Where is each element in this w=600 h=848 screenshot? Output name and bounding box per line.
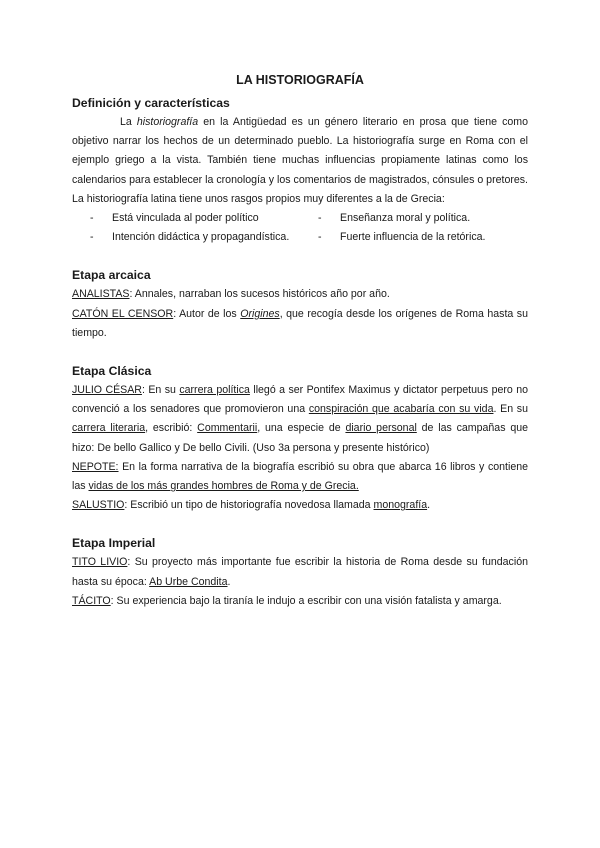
underlined-phrase: diario personal <box>345 422 417 435</box>
underlined-phrase: vidas de los más grandes hombres de Roma y de Grecia. <box>88 480 359 493</box>
underlined-phrase: monografía <box>373 499 428 512</box>
text-run: de las campañas que hizo: De bello Gallico y De bello Civili. (Uso 3a persona y presente histórico) <box>72 422 528 454</box>
author-name: SALUSTIO <box>72 499 125 512</box>
text-run: : Su experiencia bajo la tiranía le indujo a escribir con una visión fatalista y amarga. <box>110 594 502 607</box>
author-name: JULIO CÉSAR <box>72 384 142 397</box>
work-title: Origines <box>240 307 280 320</box>
text-run: . <box>227 575 231 588</box>
dash-marker: - <box>90 231 94 244</box>
list-item <box>72 209 300 228</box>
definition-paragraph <box>72 113 528 209</box>
text-run: llegó a ser Pontifex Maximus y dictator perpetuus pero no convenció a los senadores que promovieron una <box>72 384 528 416</box>
list-item <box>300 209 528 228</box>
document-page <box>72 70 528 611</box>
entry-tacito <box>72 592 528 611</box>
text-run: , una especie de <box>257 422 346 435</box>
author-name: ANALISTAS <box>72 288 130 301</box>
section-heading-imperial: Etapa Imperial <box>72 536 156 551</box>
entry-analistas <box>72 285 528 304</box>
text-run: : Su proyecto más importante fue escribir la historia de Roma desde su fundación hasta su época: <box>72 556 528 588</box>
dash-marker: - <box>318 212 322 225</box>
section-heading-clasica: Etapa Clásica <box>72 364 152 379</box>
text-run: . En su <box>493 403 528 416</box>
entry-nepote <box>72 458 528 496</box>
list-item-text: Está vinculada al poder político <box>112 212 259 225</box>
list-item <box>300 228 528 247</box>
text-run: : Annales, narraban los sucesos históricos año por año. <box>129 288 390 301</box>
list-item-text: Fuerte influencia de la retórica. <box>340 231 486 244</box>
bullet-list <box>72 209 528 247</box>
entry-livio <box>72 553 528 591</box>
underlined-phrase: carrera política <box>179 384 250 397</box>
work-title: Ab Urbe Condita <box>149 575 228 588</box>
dash-marker: - <box>90 212 94 225</box>
text-run: : Escribió un tipo de historiografía novedosa llamada <box>124 499 374 512</box>
section-heading-definicion: Definición y características <box>72 96 230 110</box>
text-run: : Autor de los <box>173 307 241 320</box>
author-name: TITO LIVIO <box>72 556 128 569</box>
entry-cesar <box>72 381 528 458</box>
author-name: TÁCITO <box>72 594 111 607</box>
section-heading-arcaica: Etapa arcaica <box>72 268 151 283</box>
dash-marker: - <box>318 231 322 244</box>
author-name: NEPOTE: <box>72 460 119 473</box>
underlined-phrase: carrera literaria <box>72 422 146 435</box>
page-title: LA HISTORIOGRAFÍA <box>236 73 364 87</box>
text-run: en la Antigüedad es un género literario en prosa que tiene como objetivo narrar los hechos de un determinado pueblo. La historiografía surge en Roma con el ejemplo griego a la vista. También tiene muchas influencias propiamente latinas como los calendarios para establecer la cronología y los comentarios de magistrados, cónsules o pretores. La historiografía latina tiene unos rasgos propios muy diferentes a la de Grecia: <box>72 116 528 205</box>
list-item-text: Intención didáctica y propagandística. <box>112 231 290 244</box>
text-run: En la forma narrativa de la biografía escribió su obra que abarca 16 libros y contiene las <box>72 460 528 493</box>
underlined-phrase: conspiración que acabaría con su vida <box>308 403 494 416</box>
author-name: CATÓN EL CENSOR <box>72 307 174 320</box>
entry-caton <box>72 305 528 343</box>
term-historiografia: historiografía <box>136 116 199 128</box>
list-item-text: Enseñanza moral y política. <box>340 212 471 225</box>
list-item <box>72 228 300 247</box>
text-run: La <box>120 116 137 128</box>
entry-salustio <box>72 496 528 515</box>
text-run: , que recogía desde los orígenes de Roma hasta su tiempo. <box>72 307 528 339</box>
text-run: , escribió: <box>145 422 198 435</box>
work-title: Commentarii <box>197 422 258 435</box>
text-run: : En su <box>141 384 180 397</box>
text-run: . <box>427 499 431 512</box>
